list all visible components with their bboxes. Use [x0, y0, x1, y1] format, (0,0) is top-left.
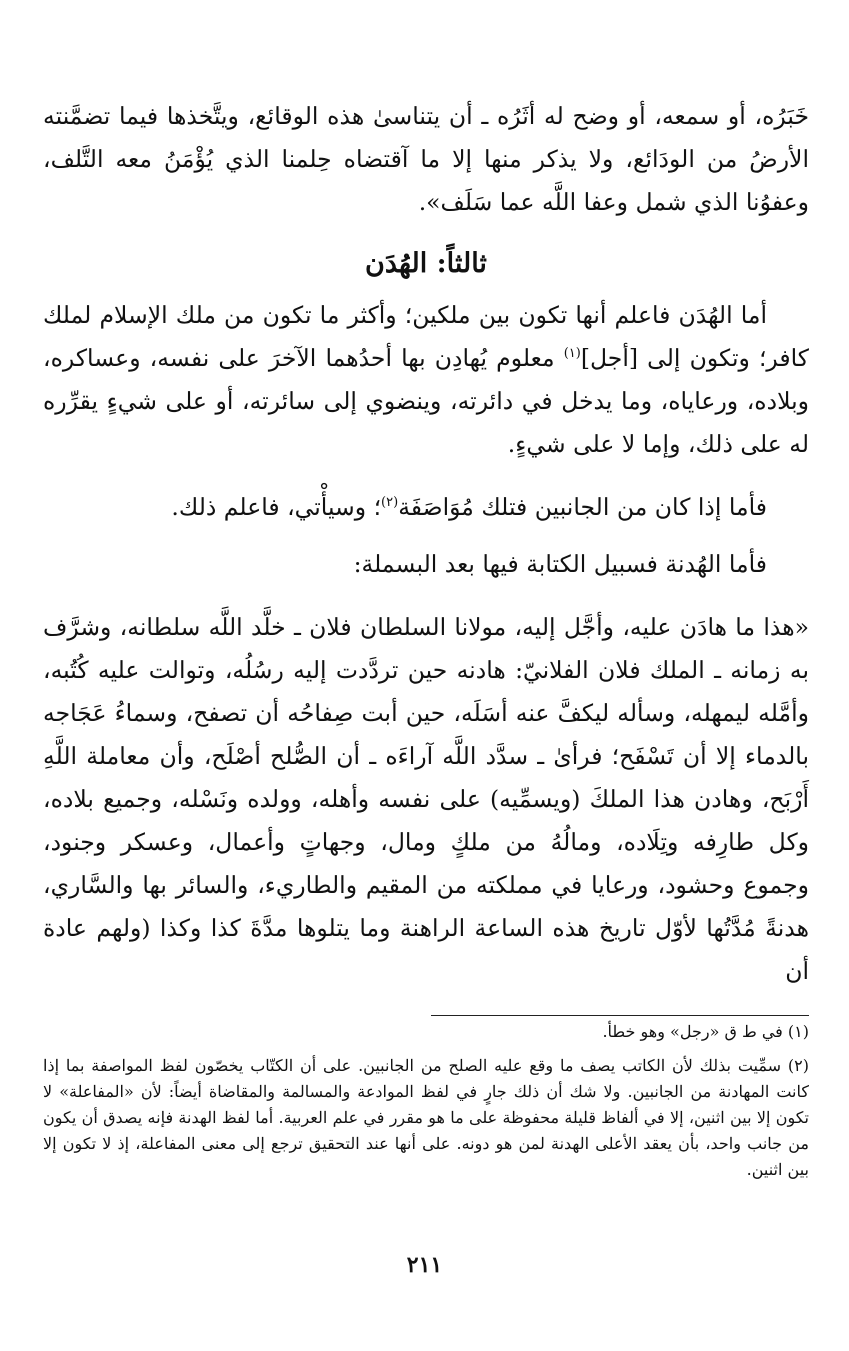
paragraph-hudan	[43, 294, 809, 466]
footnote-2-number: (٢)	[787, 1056, 809, 1075]
footnote-1-number: (١)	[787, 1022, 809, 1041]
paragraph-hudan-part2: معلوم يُهادِن بها أحدُهما الآخرَ على نفسه، وعساكره، وبلاده، ورعاياه، وما يدخل في دائرته، وينضوي إلى سائرته، أو على شيءٍ يقرِّره له على ذلك، وإما لا على شيءٍ.	[43, 344, 809, 458]
footnote-2	[43, 1053, 809, 1183]
footnote-marker-2: (٢)	[381, 495, 399, 511]
footnote-1	[43, 1019, 809, 1045]
paragraph-intro: خَبَرُه، أو سمعه، أو وضح له أثَرُه ـ أن يتناسىٰ هذه الوقائع، ويتَّخذها فيما تضمَّنته الأرضُ من الودَائع، ولا يذكر منها إلا ما آقتضاه حِلمنا الذي يُؤْمَنُ معه التَّلف، وعفوُنا الذي شمل وعفا اللَّه عما سَلَف».	[43, 102, 809, 216]
paragraph-basmala: فأما الهُدنة فسبيل الكتابة فيها بعد البسملة:	[353, 550, 767, 578]
paragraph-hudan-part1: أما الهُدَن فاعلم أنها تكون بين ملكين؛ وأكثر ما تكون من ملك الإسلام لملك كافر؛ وتكون إلى [أجل]	[43, 301, 809, 372]
paragraph-both-sides	[43, 486, 809, 529]
footnote-2-text: سمِّيت بذلك لأن الكاتب يصف ما وقع عليه الصلح من الجانبين. على أن الكتّاب يخصّون لفظ المواصفة بما إذا كانت المهادنة من الجانبين. ولا شك أن ذلك جارٍ في لفظ الموادعة والمسالمة والمقاضاة أيضاً: لأن «المفاعلة» لا تكون إلا بين اثنين، إلا في ألفاظ قليلة محفوظة على ما هو مقرر في علم العربية. أما لفظ الهدنة فإنه يصدق أن يكون من جانب واحد، بأن يعقد الأعلى الهدنة لمن هو دونه. على أنها عند التحقيق ترجع إلى معنى المفاعلة، إذ لا تكون إلا بين اثنين.	[43, 1056, 809, 1179]
paragraph-both-sides-part1: فأما إذا كان من الجانبين فتلك مُوَاصَفَة	[398, 493, 767, 521]
page-number: ٢١١	[406, 1252, 443, 1278]
footnote-1-text: في ط ق «رجل» وهو خطأ.	[602, 1022, 783, 1041]
section-heading: ثالثاً: الهُدَن	[365, 248, 487, 279]
paragraph-both-sides-part2: ؛ وسيأْتي، فاعلم ذلك.	[171, 493, 382, 521]
footnote-divider	[431, 1015, 809, 1016]
footnote-marker-1: (١)	[563, 346, 581, 362]
paragraph-truce-text: «هذا ما هادَن عليه، وأجَّل إليه، مولانا السلطان فلان ـ خلَّد اللَّه سلطانه، وشرَّف به زمانه ـ الملك فلان الفلانيّ: هادنه حين تردَّدت إليه رسُلُه، وتوالت عليه كُتُبه، وأمَّله ليمهله، وسأله ليكفَّ عنه أسَلَه، حين أبت صِفاحُه أن تصفح، وسماءُ عَجَاجه بالدماء إلا أن تَسْفَح؛ فرأىٰ ـ سدَّد اللَّه آراءَه ـ أن الصُّلح أصْلَح، وأن معاملة اللَّهِ أَرْبَح، وهادن هذا الملكَ (ويسمِّيه) على نفسه وأهله، وولده ونَسْله، وجميع بلاده، وكل طارِفه وتِلَاده، ومالُهُ من ملكٍ ومال، وجهاتٍ وأعمال، وعسكر وجنود، وجموع وحشود، ورعايا في مملكته من المقيم والطاريء، والسائر بها والسَّاري، هدنةً مُدَّتُها لأوّل تاريخ هذه الساعة الراهنة وما يتلوها مدَّةَ كذا وكذا (ولهم عادة أن	[43, 613, 809, 985]
footnotes	[43, 1019, 809, 1183]
main-text	[43, 95, 809, 993]
